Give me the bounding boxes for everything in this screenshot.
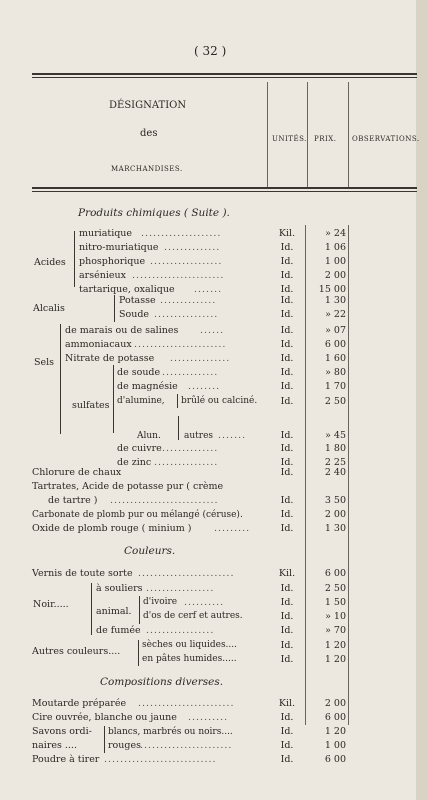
row-unit: Id. <box>280 270 294 281</box>
row-unit: Id. <box>280 381 294 392</box>
row-price: 1 30 <box>324 523 346 534</box>
row-unit: Id. <box>280 712 294 723</box>
leader-dots: ............................ <box>104 754 217 765</box>
row-price: 3 50 <box>324 495 346 506</box>
row-price: 2 40 <box>324 467 346 478</box>
row-unit: Kil. <box>278 568 296 579</box>
row-price: » 70 <box>325 625 346 636</box>
row-price: 2 50 <box>324 396 346 407</box>
row-label: Tartrates, Acide de potasse pur ( crème <box>32 481 224 492</box>
group-sulfates: sulfates <box>72 400 110 411</box>
row-label: Soude <box>119 309 150 320</box>
group-animal: animal. <box>96 606 132 617</box>
header-units: UNITÉS. <box>272 135 307 143</box>
row-label: de soude <box>117 367 161 378</box>
row-unit: Id. <box>280 509 294 520</box>
row-label: tartarique, oxalique <box>79 284 175 295</box>
group-alun: Alun. <box>137 431 161 441</box>
top-rule-thin <box>32 77 417 78</box>
row-unit: Id. <box>280 457 294 468</box>
leader-dots: .............. <box>160 295 217 306</box>
brace-alun <box>178 416 179 440</box>
row-label: Moutarde préparée <box>32 698 127 709</box>
row-label: d'ivoire <box>143 597 178 607</box>
row-price: » 45 <box>325 430 346 441</box>
leader-dots: ....... <box>218 430 247 441</box>
row-label: Cire ouvrée, blanche ou jaune <box>32 712 177 723</box>
brace-alcalis <box>114 295 115 322</box>
row-label: nitro-muriatique <box>79 242 159 253</box>
row-label: ammoniacaux <box>65 339 132 350</box>
header-prix: PRIX. <box>314 135 337 143</box>
row-price: 2 50 <box>324 583 346 594</box>
leader-dots: .............. <box>162 443 219 454</box>
group-savons: Savons ordi- <box>32 726 92 737</box>
row-unit: Id. <box>280 597 294 608</box>
top-rule <box>32 73 417 75</box>
row-unit: Id. <box>280 583 294 594</box>
row-price: 1 80 <box>324 443 346 454</box>
row-price: 1 20 <box>324 654 346 665</box>
header-designation: DÉSIGNATION <box>109 100 187 111</box>
leader-dots: .............. <box>164 242 221 253</box>
header-rule-thin <box>32 191 417 192</box>
leader-dots: ................ <box>154 457 219 468</box>
page-edge <box>416 0 428 800</box>
row-unit: Kil. <box>278 228 296 239</box>
col-rule-1 <box>267 82 268 187</box>
row-unit: Id. <box>280 443 294 454</box>
row-price: 15 00 <box>318 284 346 295</box>
group-autres-couleurs: Autres couleurs.... <box>32 646 121 657</box>
leader-dots: ....................... <box>132 270 225 281</box>
header-des: des <box>140 128 158 139</box>
brace-acides <box>74 231 75 287</box>
section-couleurs: Couleurs. <box>124 545 176 557</box>
row-label: Chlorure de chaux <box>32 467 122 478</box>
group-alcalis: Alcalis <box>33 303 65 314</box>
leader-dots: .................... <box>141 228 222 239</box>
row-label: d'os de cerf et autres. <box>143 611 243 621</box>
row-label: à souliers <box>96 583 143 594</box>
row-unit: Id. <box>280 339 294 350</box>
row-label: blancs, marbrés ou noirs.... <box>108 727 233 737</box>
leader-dots: ........................ <box>138 568 235 579</box>
brace-savons <box>104 726 105 753</box>
row-price: 6 00 <box>324 712 346 723</box>
row-price: 1 30 <box>324 295 346 306</box>
section-produits: Produits chimiques ( Suite ). <box>78 207 230 219</box>
row-label: Poudre à tirer <box>32 754 100 765</box>
row-label: Vernis de toute sorte <box>32 568 133 579</box>
section-compositions: Compositions diverses. <box>100 676 224 688</box>
header-marchandises: MARCHANDISES. <box>111 165 183 173</box>
leader-dots: ................. <box>146 625 215 636</box>
row-label: en pâtes humides..... <box>142 654 237 664</box>
row-unit: Id. <box>280 430 294 441</box>
leader-dots: .......... <box>188 712 229 723</box>
leader-dots: ............... <box>170 353 231 364</box>
row-price: » 22 <box>325 309 346 320</box>
row-label: phosphorique <box>79 256 146 267</box>
row-label: sèches ou liquides.... <box>142 640 238 650</box>
group-sels: Sels <box>34 357 55 368</box>
leader-dots: .................. <box>150 256 223 267</box>
row-price: 1 70 <box>324 381 346 392</box>
col-rule-3 <box>348 82 349 187</box>
leader-dots: ........................ <box>138 698 235 709</box>
page-number: ( 32 ) <box>194 44 227 58</box>
row-unit: Id. <box>280 325 294 336</box>
row-unit: Id. <box>280 396 294 407</box>
leader-dots: ................. <box>146 583 215 594</box>
brace-alumine <box>177 394 178 408</box>
row-price: 2 00 <box>324 509 346 520</box>
header-observations: OBSERVATIONS. <box>352 135 420 143</box>
row-price: 2 25 <box>324 457 346 468</box>
leader-dots: .............. <box>162 367 219 378</box>
row-price: 1 60 <box>324 353 346 364</box>
row-label: d'alumine, <box>117 396 165 406</box>
row-unit: Id. <box>280 467 294 478</box>
row-price: 6 00 <box>324 339 346 350</box>
row-unit: Id. <box>280 754 294 765</box>
row-label: de cuivre <box>117 443 162 454</box>
row-unit: Id. <box>280 495 294 506</box>
group-savons-2: naires .... <box>32 740 77 751</box>
row-unit: Id. <box>280 654 294 665</box>
row-label: Carbonate de plomb pur ou mélangé (céruse). <box>32 510 243 520</box>
col-rule-body-1 <box>305 225 306 725</box>
leader-dots: ...... <box>200 325 225 336</box>
row-label: muriatique <box>79 228 133 239</box>
row-label: de fumée <box>96 625 141 636</box>
row-label-2: de tartre ) <box>48 495 98 506</box>
row-label: autres <box>184 431 214 441</box>
row-price: 6 00 <box>324 754 346 765</box>
row-unit: Id. <box>280 242 294 253</box>
row-unit: Id. <box>280 309 294 320</box>
row-price: 1 20 <box>324 640 346 651</box>
row-price: 1 06 <box>324 242 346 253</box>
row-unit: Id. <box>280 611 294 622</box>
row-price: » 10 <box>325 611 346 622</box>
leader-dots: ....... <box>194 284 223 295</box>
row-label-2: brûlé ou calciné. <box>181 396 258 406</box>
brace-autres <box>138 640 139 666</box>
row-unit: Id. <box>280 625 294 636</box>
row-label: arsénieux <box>79 270 126 281</box>
row-unit: Kil. <box>278 698 296 709</box>
row-unit: Id. <box>280 523 294 534</box>
header-rule <box>32 187 417 189</box>
row-label: de marais ou de salines <box>65 325 179 336</box>
leader-dots: .......... <box>184 597 225 608</box>
brace-sulfates <box>113 365 114 433</box>
row-unit: Id. <box>280 295 294 306</box>
row-label: Nitrate de potasse <box>65 353 155 364</box>
leader-dots: ........................... <box>110 495 219 506</box>
row-unit: Id. <box>280 256 294 267</box>
row-unit: Id. <box>280 284 294 295</box>
group-acides: Acides <box>34 257 66 268</box>
row-price: 2 00 <box>324 698 346 709</box>
group-noir: Noir..... <box>33 599 69 610</box>
row-unit: Id. <box>280 353 294 364</box>
brace-sels <box>60 324 61 434</box>
row-price: 1 20 <box>324 726 346 737</box>
row-label: de zinc <box>117 457 152 468</box>
row-unit: Id. <box>280 367 294 378</box>
row-price: 2 00 <box>324 270 346 281</box>
row-unit: Id. <box>280 726 294 737</box>
row-unit: Id. <box>280 740 294 751</box>
leader-dots: ........ <box>188 381 221 392</box>
row-price: » 24 <box>325 228 346 239</box>
row-price: 1 00 <box>324 256 346 267</box>
brace-animal <box>139 596 140 624</box>
leader-dots: ....................... <box>140 740 233 751</box>
row-label: Oxide de plomb rouge ( minium ) <box>32 523 192 534</box>
row-label: Potasse <box>119 295 156 306</box>
col-rule-2 <box>307 82 308 187</box>
leader-dots: ......... <box>214 523 251 534</box>
leader-dots: ................ <box>154 309 219 320</box>
leader-dots: ....................... <box>134 339 227 350</box>
row-price: 1 00 <box>324 740 346 751</box>
row-price: 6 00 <box>324 568 346 579</box>
row-unit: Id. <box>280 640 294 651</box>
brace-noir <box>91 583 92 635</box>
col-rule-body-2 <box>348 225 349 725</box>
row-label: de magnésie <box>117 381 178 392</box>
row-price: » 80 <box>325 367 346 378</box>
row-price: » 07 <box>325 325 346 336</box>
row-price: 1 50 <box>324 597 346 608</box>
row-label: rouges <box>108 740 141 751</box>
